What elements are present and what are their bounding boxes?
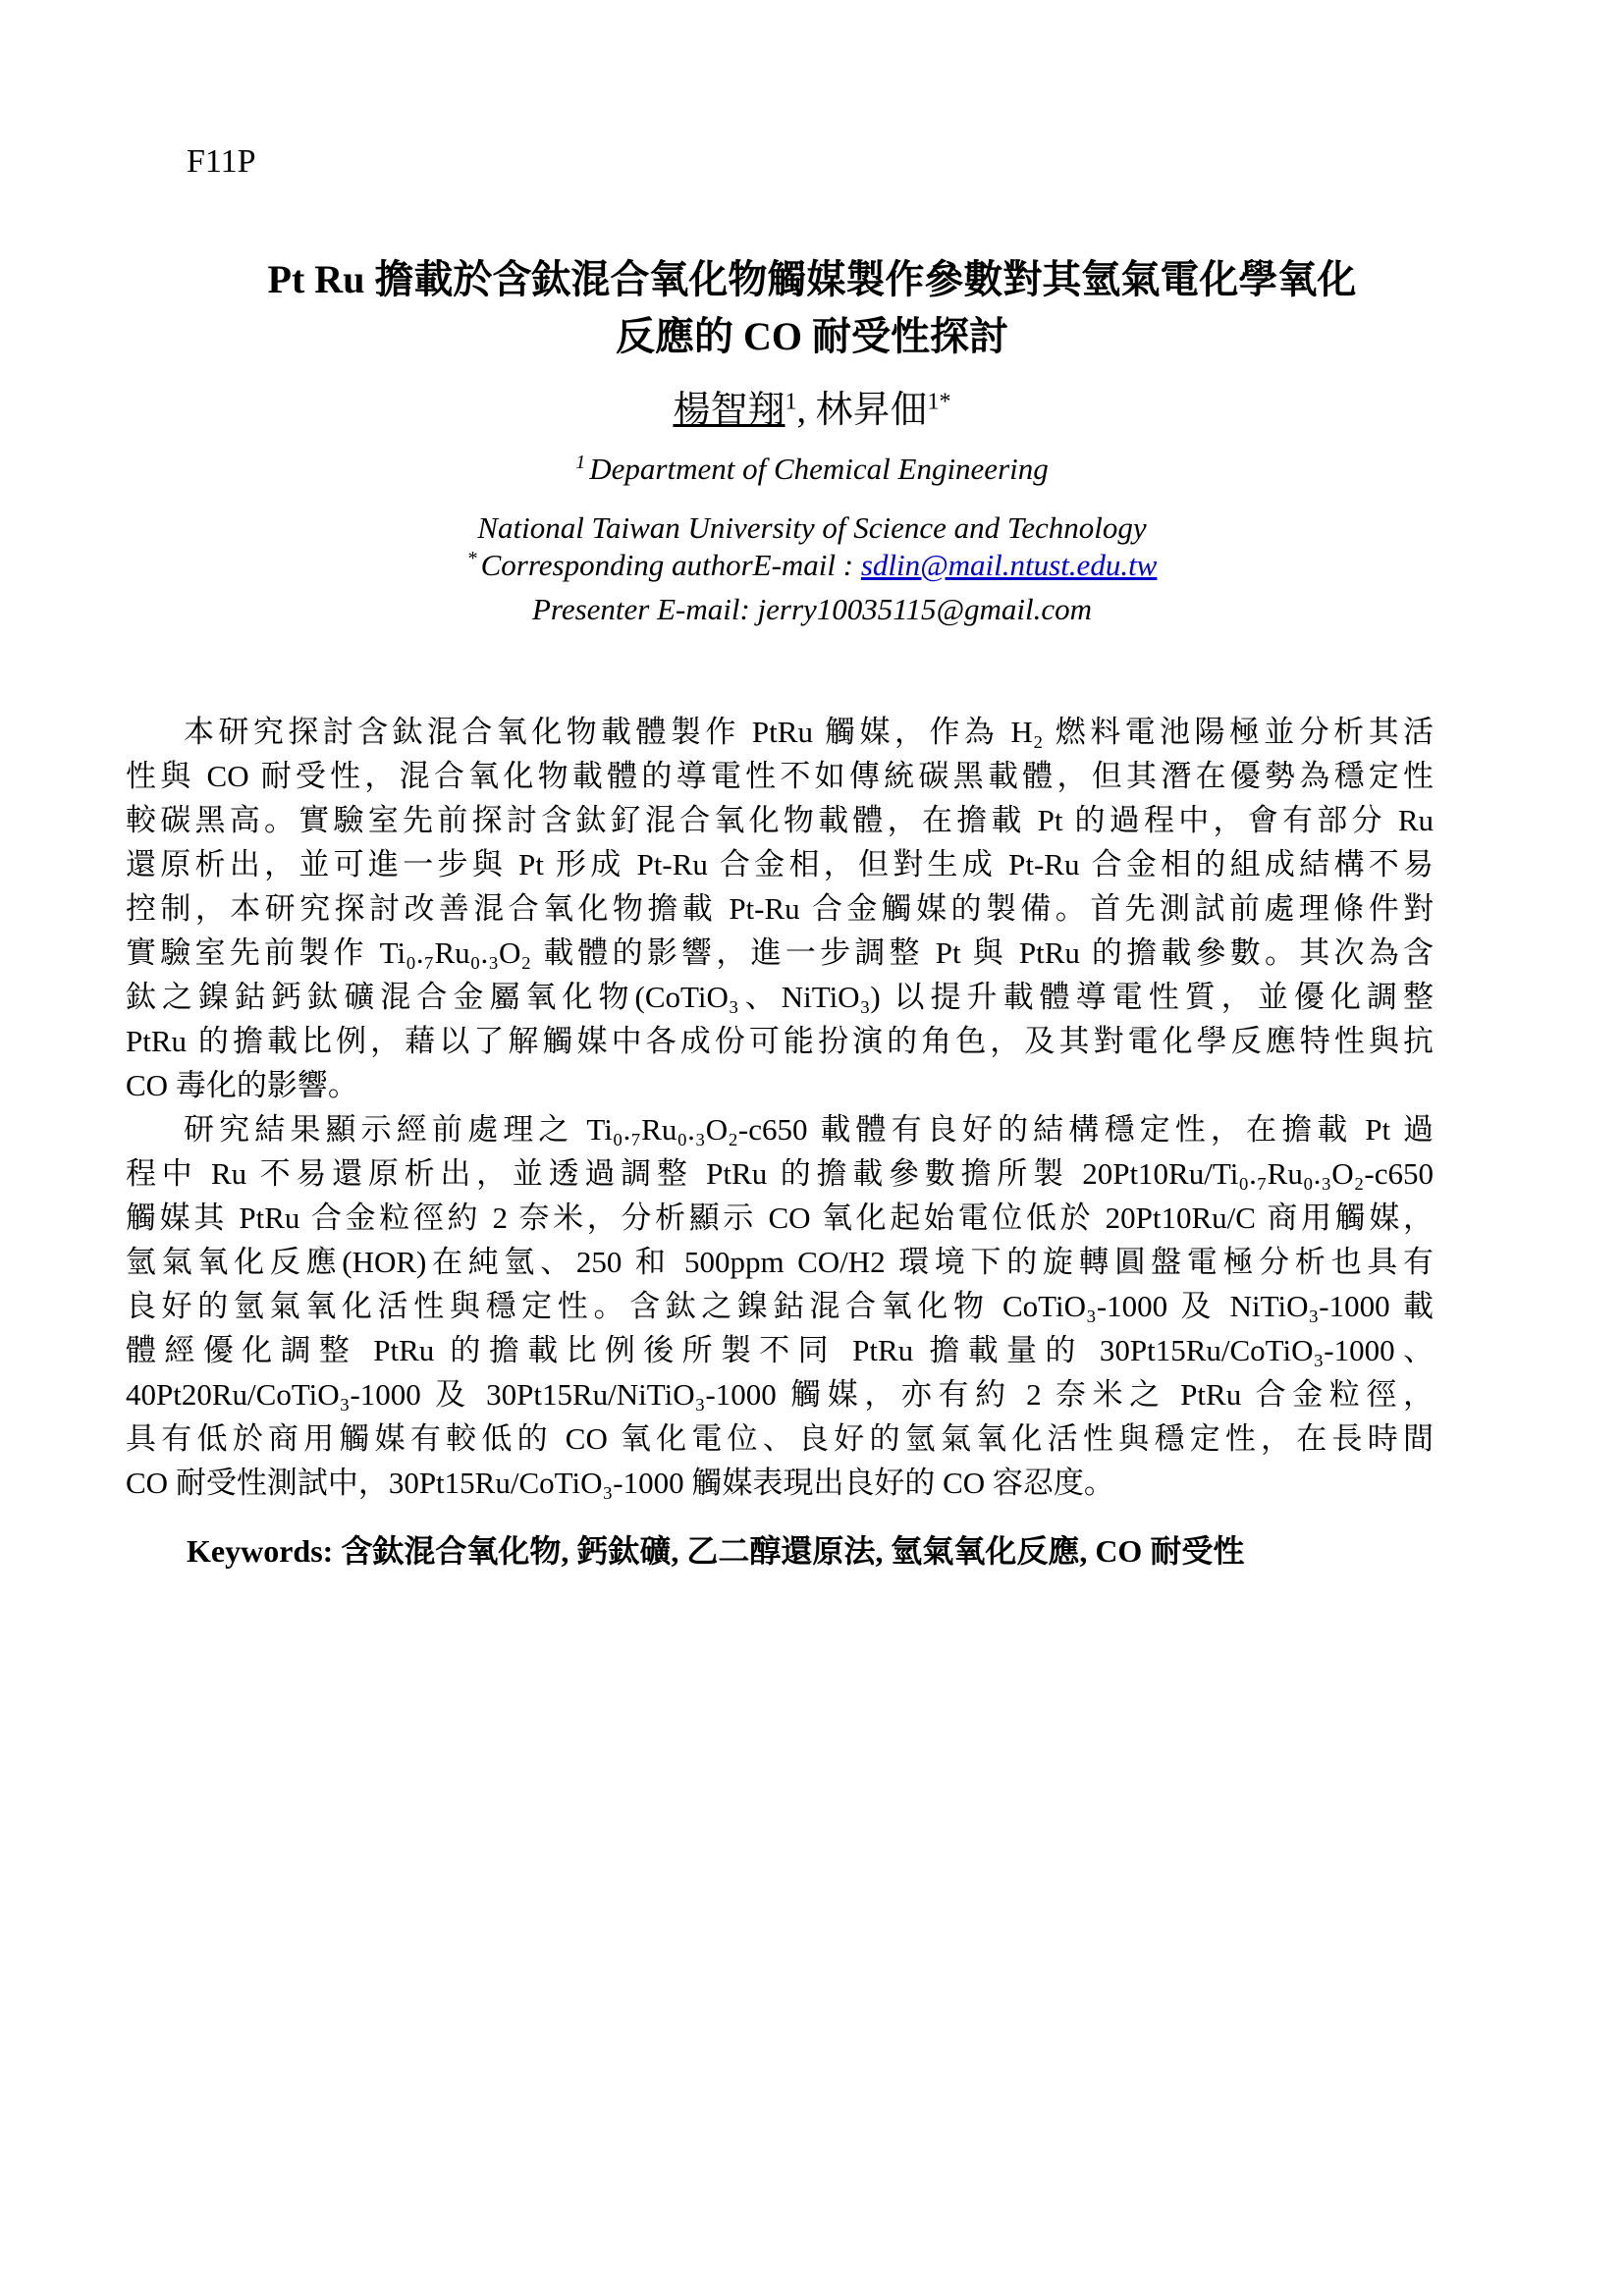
abstract-line: 良好的氫氣氧化活性與穩定性。含鈦之鎳鈷混合氧化物 CoTiO₃-1000 及 NiTiO₃-1000 載 [126,1289,1434,1323]
corresponding-email-link[interactable]: sdlin@mail.ntust.edu.tw [860,548,1158,582]
author-2-superscript: 1* [927,389,951,415]
abstract-line: 較碳黑高。實驗室先前探討含鈦釕混合氧化物載體，在擔載 Pt 的過程中，會有部分 Ru [126,803,1434,837]
author-1 [673,390,796,431]
corresponding-label: Corresponding authorE-mail : [480,548,861,582]
abstract-line: CO 毒化的影響。 [126,1068,358,1102]
abstract-line: 本研究探討含鈦混合氧化物載體製作 PtRu 觸媒，作為 H₂ 燃料電池陽極並分析其活 [184,715,1434,749]
abstract-line: 體經優化調整 PtRu 的擔載比例後所製不同 PtRu 擔載量的 30Pt15Ru/CoTiO₃-1000、 [126,1333,1434,1367]
title-line-2: 反應的 CO 耐受性探討 [616,314,1008,358]
presenter-email-line: Presenter E-mail: jerry10035115@gmail.com [531,592,1093,626]
corresponding-author-line [0,546,1624,585]
abstract-line: 性與 CO 耐受性，混合氧化物載體的導電性不如傳統碳黑載體，但其潛在優勢為穩定性 [126,759,1434,793]
abstract-line: 控制，本研究探討改善混合氧化物擔載 Pt-Ru 合金觸媒的製備。首先測試前處理條件對 [126,891,1434,926]
authors-line [0,387,1624,434]
keywords-text: 含鈦混合氧化物, 鈣鈦礦, 乙二醇還原法, 氫氣氧化反應, CO 耐受性 [341,1533,1245,1569]
author-1-name: 楊智翔 [673,390,785,431]
abstract-line: 具有低於商用觸媒有較低的 CO 氧化電位、良好的氫氣氧化活性與穩定性，在長時間 [126,1421,1434,1456]
authors-separator: , [796,390,816,431]
abstract-line: 氫氣氧化反應(HOR)在純氫、250 和 500ppm CO/H2 環境下的旋轉圓盤電極分析也具有 [126,1245,1434,1279]
abstract-line: 實驗室先前製作 Ti₀.₇Ru₀.₃O₂ 載體的影響，進一步調整 Pt 與 PtRu 的擔載參數。其次為含 [126,935,1434,970]
department-text: Department of Chemical Engineering [589,452,1049,486]
page-code: F11P [187,143,256,180]
keywords-label: Keywords: [187,1533,334,1569]
abstract-line: 研究結果顯示經前處理之 Ti₀.₇Ru₀.₃O₂-c650 載體有良好的結構穩定性，在擔載 Pt 過 [184,1112,1434,1147]
abstract-line: PtRu 的擔載比例，藉以了解觸媒中各成份可能扮演的角色，及其對電化學反應特性與抗 [126,1024,1434,1058]
department-superscript: 1 [575,451,586,473]
affiliation-department [0,450,1624,489]
keywords-line [187,1529,1463,1573]
title-line-1: Pt Ru 擔載於含鈦混合氧化物觸媒製作參數對其氫氣電化學氧化 [267,257,1357,301]
abstract-line: 程中 Ru 不易還原析出，並透過調整 PtRu 的擔載參數擔所製 20Pt10Ru/Ti₀.₇Ru₀.₃O₂-c650 [126,1156,1434,1191]
author-1-superscript: 1 [785,389,797,415]
abstract-line: CO 耐受性測試中，30Pt15Ru/CoTiO₃-1000 觸媒表現出良好的 CO 容忍度。 [126,1466,1114,1500]
corresponding-superscript: * [466,547,477,569]
abstract-line: 鈦之鎳鈷鈣鈦礦混合金屬氧化物(CoTiO₃、NiTiO₃) 以提升載體導電性質，並優化調整 [126,980,1434,1014]
abstract-line: 還原析出，並可進一步與 Pt 形成 Pt-Ru 合金相，但對生成 Pt-Ru 合金相的組成結構不易 [126,847,1434,881]
abstract-line: 觸媒其 PtRu 合金粒徑約 2 奈米，分析顯示 CO 氧化起始電位低於 20Pt10Ru/C 商用觸媒， [126,1201,1434,1235]
paper-title [0,251,1624,365]
author-2 [816,390,951,431]
abstract-body [126,710,1434,1505]
affiliation-university: National Taiwan University of Science and Technology [477,510,1147,545]
abstract-line: 40Pt20Ru/CoTiO₃-1000 及 30Pt15Ru/NiTiO₃-1000 觸媒，亦有約 2 奈米之 PtRu 合金粒徑， [126,1377,1434,1412]
author-2-name: 林昇佃 [815,390,928,431]
